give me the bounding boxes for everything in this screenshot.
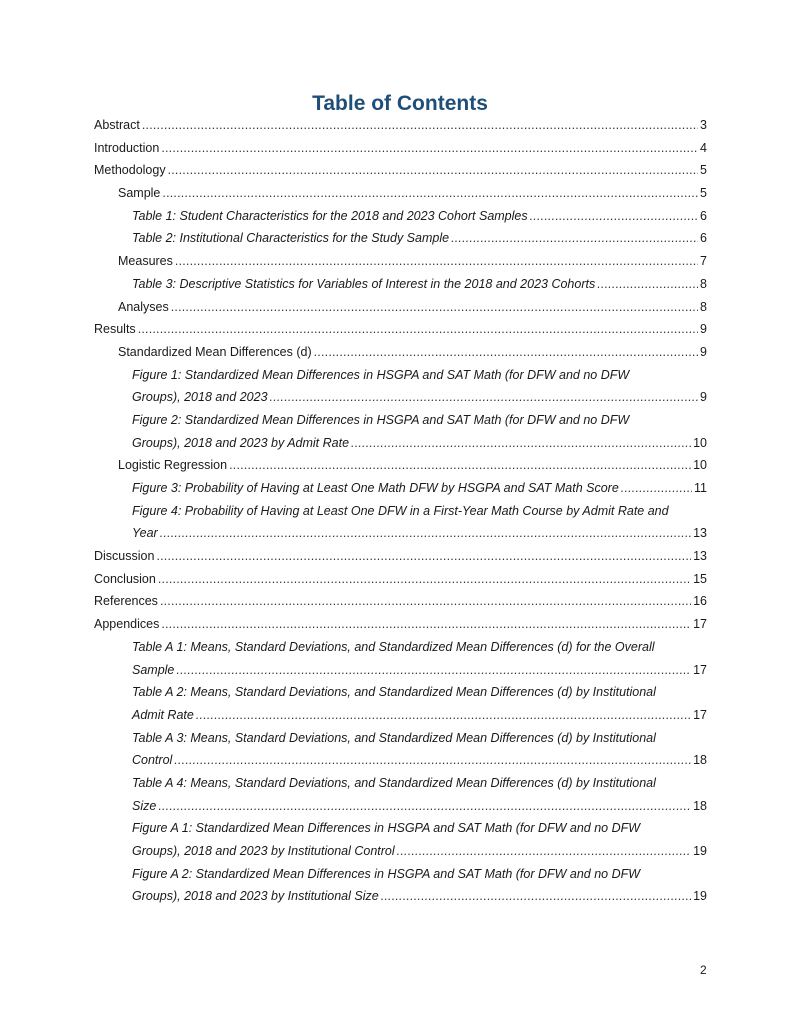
dot-leader [161,137,698,160]
toc-entry-first-line[interactable]: Table A 2: Means, Standard Deviations, and Standardized Mean Differences (d) by Institutional [132,685,656,700]
toc-entry-page: 17 [693,707,707,722]
toc-entry[interactable] [0,250,800,273]
toc-entry[interactable] [0,273,800,296]
toc-entry-label: Groups), 2018 and 2023 by Institutional Control [132,844,395,858]
toc-entry[interactable] [0,568,800,591]
toc-entry-label: Standardized Mean Differences (d) [118,344,312,359]
toc-entry-label: Groups), 2018 and 2023 by Admit Rate [132,435,350,450]
toc-entry[interactable] [0,114,800,137]
toc-entry[interactable] [0,432,800,455]
toc-entry[interactable] [0,590,800,613]
page-title: Table of Contents [312,92,488,115]
toc-entry[interactable] [0,454,800,477]
toc-entry[interactable] [0,137,800,160]
toc-entry[interactable] [0,795,800,818]
toc-entry[interactable] [0,341,800,364]
dot-leader [158,568,691,591]
toc-entry-label: Groups), 2018 and 2023 by Institutional Size [132,889,379,904]
toc-entry-page: 15 [693,571,707,586]
toc-entry-page: 5 [700,163,707,178]
toc-entry-label: Logistic Regression [118,458,228,473]
dot-leader [156,545,691,568]
toc-entry-label: Table 1: Student Characteristics for the 2018 and 2023 Cohort Samples [132,208,528,223]
toc-entry-page: 4 [700,140,707,155]
toc-entry[interactable] [0,522,800,545]
table-of-contents [0,114,800,908]
toc-entry-label: Size [132,798,157,813]
toc-entry-label: Control [132,753,173,768]
toc-entry-page: 10 [693,435,707,450]
dot-leader [175,250,698,273]
toc-entry-page: 17 [693,617,707,632]
toc-entry-page: 11 [694,481,707,495]
dot-leader [229,454,691,477]
dot-leader [381,885,691,908]
toc-entry-page: 6 [700,231,707,246]
toc-entry-page: 19 [693,844,707,858]
toc-entry-first-line[interactable]: Table A 4: Means, Standard Deviations, and Standardized Mean Differences (d) by Institutional [132,775,656,790]
dot-leader [168,159,698,182]
toc-entry-page: 18 [693,798,707,813]
toc-entry-page: 9 [700,390,707,405]
page-number: 2 [700,963,707,977]
toc-entry[interactable] [0,182,800,205]
dot-leader [530,205,698,228]
toc-entry[interactable] [0,227,800,250]
toc-entry-page: 6 [700,208,707,223]
toc-entry[interactable] [0,545,800,568]
toc-entry-page: 10 [693,458,707,473]
toc-entry[interactable] [0,704,800,727]
toc-entry[interactable] [0,749,800,772]
toc-entry-label: Analyses [118,299,169,314]
toc-entry-page: 18 [693,753,707,768]
dot-leader [174,749,691,772]
toc-entry[interactable] [0,885,800,908]
toc-entry-first-line[interactable]: Figure A 1: Standardized Mean Differences in HSGPA and SAT Math (for DFW and no DFW [132,821,641,836]
toc-entry-page: 9 [700,322,707,337]
toc-entry-page: 17 [693,662,707,677]
dot-leader [142,114,698,137]
toc-entry[interactable] [0,840,800,863]
toc-entry-first-line[interactable]: Figure A 2: Standardized Mean Differences in HSGPA and SAT Math (for DFW and no DFW [132,866,641,881]
toc-entry-label: Admit Rate [132,707,194,722]
dot-leader [597,273,698,296]
toc-entry[interactable] [0,386,800,409]
dot-leader [160,522,691,545]
toc-entry-page: 7 [700,254,707,269]
toc-entry-first-line[interactable]: Table A 1: Means, Standard Deviations, and Standardized Mean Differences (d) for the Overall [132,639,655,654]
toc-entry-page: 8 [700,299,707,314]
toc-entry-label: Sample [118,186,161,201]
toc-entry-page: 16 [693,594,707,609]
toc-entry-page: 13 [693,549,707,564]
toc-entry-page: 9 [700,344,707,359]
toc-entry-label: Year [132,526,158,541]
toc-entry-label: Table 2: Institutional Characteristics for the Study Sample [132,231,450,246]
toc-entry-label: Figure 3: Probability of Having at Least One Math DFW by HSGPA and SAT Math Score [132,481,619,495]
dot-leader [158,795,691,818]
toc-entry-label: Sample [132,662,175,677]
toc-entry[interactable] [0,477,800,500]
toc-entry-first-line[interactable]: Figure 2: Standardized Mean Differences in HSGPA and SAT Math (for DFW and no DFW [132,412,630,427]
toc-entry-label: Measures [118,254,173,269]
toc-entry[interactable] [0,159,800,182]
toc-entry[interactable] [0,613,800,636]
toc-entry-page: 13 [693,526,707,541]
dot-leader [451,227,698,250]
toc-entry-page: 3 [700,118,707,132]
toc-entry-page: 8 [700,276,707,291]
toc-entry-label: Results [94,322,136,337]
toc-entry-label: Abstract [94,118,140,132]
toc-entry[interactable] [0,296,800,319]
toc-entry-first-line[interactable]: Figure 4: Probability of Having at Least One DFW in a First-Year Math Course by Admit Rate and [132,503,669,518]
toc-entry-page: 19 [693,889,707,904]
dot-leader [160,590,691,613]
dot-leader [176,659,691,682]
dot-leader [161,613,691,636]
toc-entry-label: Groups), 2018 and 2023 [132,390,268,405]
toc-entry-first-line[interactable]: Figure 1: Standardized Mean Differences in HSGPA and SAT Math (for DFW and no DFW [132,367,630,382]
dot-leader [162,182,698,205]
dot-leader [351,432,691,455]
toc-entry-first-line[interactable]: Table A 3: Means, Standard Deviations, and Standardized Mean Differences (d) by Institutional [132,730,656,745]
toc-entry[interactable] [0,318,800,341]
dot-leader [171,296,698,319]
toc-entry-label: Discussion [94,549,155,564]
toc-entry-label: Table 3: Descriptive Statistics for Variables of Interest in the 2018 and 2023 Cohorts [132,276,596,291]
dot-leader [270,386,699,409]
toc-entry-label: References [94,594,158,609]
dot-leader [196,704,691,727]
toc-entry[interactable] [0,205,800,228]
toc-entry-label: Introduction [94,140,160,155]
dot-leader [621,477,692,500]
toc-entry-label: Conclusion [94,571,156,586]
dot-leader [397,840,691,863]
dot-leader [314,341,698,364]
toc-entry-page: 5 [700,186,707,201]
toc-entry-label: Methodology [94,163,166,178]
toc-entry[interactable] [0,659,800,682]
toc-entry-label: Appendices [94,617,160,632]
dot-leader [138,318,698,341]
